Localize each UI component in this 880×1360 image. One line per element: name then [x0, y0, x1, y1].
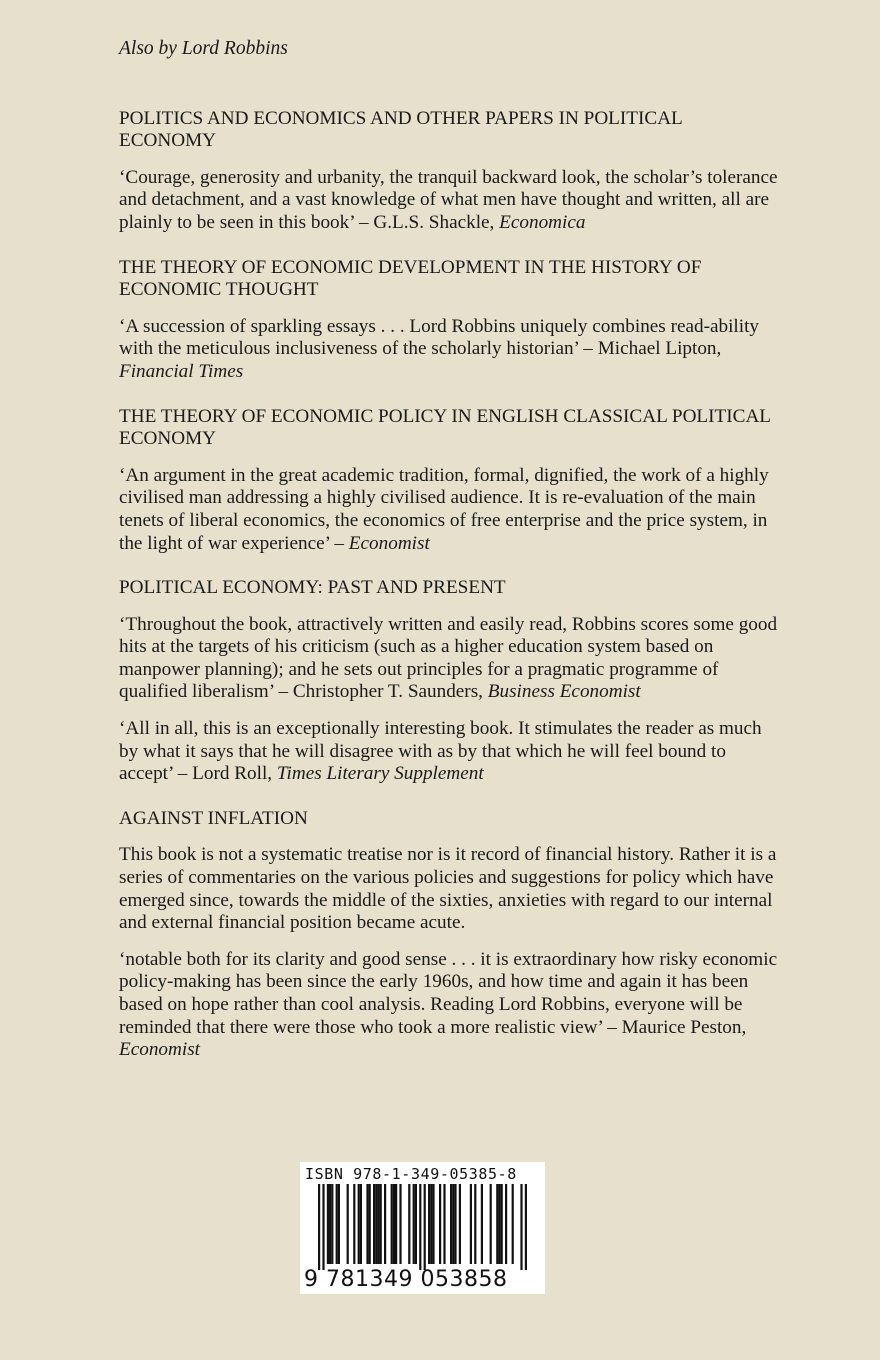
barcode-bar [419, 1184, 421, 1270]
review-quote [119, 316, 779, 384]
book-entry [119, 577, 779, 786]
barcode-bar [496, 1184, 498, 1264]
barcode-bar [399, 1184, 401, 1264]
book-title: AGAINST INFLATION [119, 807, 308, 829]
quote-text: ‘All in all, this is an exceptionally interesting book. It stimulates the reader as much by what it says that he will disagree with as by that which he will feel bound to accept’ – Lord Roll, [119, 718, 762, 785]
barcode-bar [329, 1184, 331, 1264]
review-quote [119, 718, 779, 786]
quote-text: ‘An argument in the great academic tradition, formal, dignified, the work of a highly civilised man addressing a highly civilised audience. It is re-evaluation of the main tenets of liberal economics, the economics of free enterprise and the price system, in the light of war experience’ – [119, 464, 769, 554]
barcode-bar [474, 1184, 476, 1264]
quote-source: Economist [119, 1039, 201, 1061]
review-quote [119, 167, 779, 235]
barcode-bar [415, 1184, 417, 1264]
barcode-bar [331, 1184, 333, 1264]
barcode-bar [353, 1184, 355, 1264]
barcode-bar [430, 1184, 432, 1264]
barcode-bar [327, 1184, 329, 1264]
barcode-bar [512, 1184, 514, 1264]
book-description [119, 844, 779, 934]
barcode-bar [454, 1184, 456, 1264]
quote-text: ‘Throughout the book, attractively written and easily read, Robbins scores some good hits at the targets of his criticism (such as a higher education system based on manpower planning); and he sets out principles for a pragmatic programme of qualified liberalism’ – Christopher T. Saunders, [119, 613, 778, 703]
barcode-bar [450, 1184, 452, 1264]
barcode-bars [300, 1184, 545, 1270]
barcode-bar [395, 1184, 397, 1264]
barcode-bar [369, 1184, 371, 1264]
ean-digits: 9 781349 053858 [304, 1267, 508, 1292]
book-entry [119, 257, 779, 384]
quote-text: ‘Courage, generosity and urbanity, the tranquil backward look, the scholar’s tolerance and detachment, and a vast knowledge of what men have thought and written, all are plainly to be seen in this book’ – G.L.S. Shackle, [119, 166, 778, 233]
barcode-bar [318, 1184, 320, 1270]
barcode-bar [384, 1184, 386, 1264]
quote-source: Times Literary Supplement [276, 763, 484, 785]
barcode-bar [424, 1184, 426, 1270]
barcode-bar [443, 1184, 445, 1264]
quote-source: Business Economist [487, 681, 641, 703]
barcode-bar [501, 1184, 503, 1264]
barcode-bar [366, 1184, 368, 1264]
barcode-bar [347, 1184, 349, 1264]
barcode-bar [375, 1184, 377, 1264]
barcode-bar [439, 1184, 441, 1264]
book-title: THE THEORY OF ECONOMIC DEVELOPMENT IN THE HISTORY OF ECONOMIC THOUGHT [119, 256, 702, 301]
barcode-bar [520, 1184, 522, 1270]
barcode-bar [505, 1184, 507, 1264]
barcode-bar [373, 1184, 375, 1264]
book-entry [119, 108, 779, 235]
barcode-bar [393, 1184, 395, 1264]
review-quote [119, 465, 779, 555]
quote-source: Financial Times [119, 360, 244, 382]
book-title: POLITICS AND ECONOMICS AND OTHER PAPERS IN POLITICAL ECONOMY [119, 107, 683, 152]
quote-source: Economist [348, 532, 430, 554]
isbn-label: ISBN 978-1-349-05385-8 [305, 1165, 517, 1183]
barcode-bar [322, 1184, 324, 1270]
also-by-heading: Also by Lord Robbins [119, 38, 288, 59]
quote-text: ‘notable both for its clarity and good sense . . . it is extraordinary how risky economic policy-making has been since the early 1960s, and how time and again it has been based on hope rather than cool analysis. Reading Lord Robbins, everyone will be reminded that there were those who took a more realistic view’ – Maurice Peston, [119, 948, 778, 1038]
barcode-bar [481, 1184, 483, 1264]
barcode-bar [408, 1184, 410, 1264]
book-entry [119, 406, 779, 556]
description-text: This book is not a systematic treatise nor is it record of financial history. Rather it is a series of commentaries on the various policies and suggestions for policy which have emerged since, towards the middle of the sixties, anxieties with regard to our internal and external financial position became acute. [119, 844, 777, 934]
barcode-bar [452, 1184, 454, 1264]
barcode-bar [391, 1184, 393, 1264]
barcode-bar [358, 1184, 360, 1264]
barcode-bar [498, 1184, 500, 1264]
barcode [300, 1162, 545, 1294]
barcode-bar [470, 1184, 472, 1264]
barcode-bar [377, 1184, 379, 1264]
back-cover-text [119, 38, 779, 1062]
barcode-bar [459, 1184, 461, 1264]
barcode-bar [428, 1184, 430, 1264]
barcode-bar [490, 1184, 492, 1264]
review-quote [119, 949, 779, 1062]
book-entry [119, 808, 779, 1062]
barcode-bar [413, 1184, 415, 1264]
book-title: POLITICAL ECONOMY: PAST AND PRESENT [119, 577, 506, 599]
barcode-bar [380, 1184, 382, 1264]
review-quote [119, 614, 779, 704]
barcode-bar [360, 1184, 362, 1264]
quote-text: ‘A succession of sparkling essays . . . Lord Robbins uniquely combines read-ability with the meticulous inclusiveness of the scholarly historian’ – Michael Lipton, [119, 315, 760, 360]
barcode-bar [338, 1184, 340, 1264]
barcode-bar [336, 1184, 338, 1264]
barcode-bar [525, 1184, 527, 1270]
barcode-bar [432, 1184, 434, 1264]
quote-source: Economica [499, 211, 586, 233]
book-title: THE THEORY OF ECONOMIC POLICY IN ENGLISH CLASSICAL POLITICAL ECONOMY [119, 405, 771, 450]
